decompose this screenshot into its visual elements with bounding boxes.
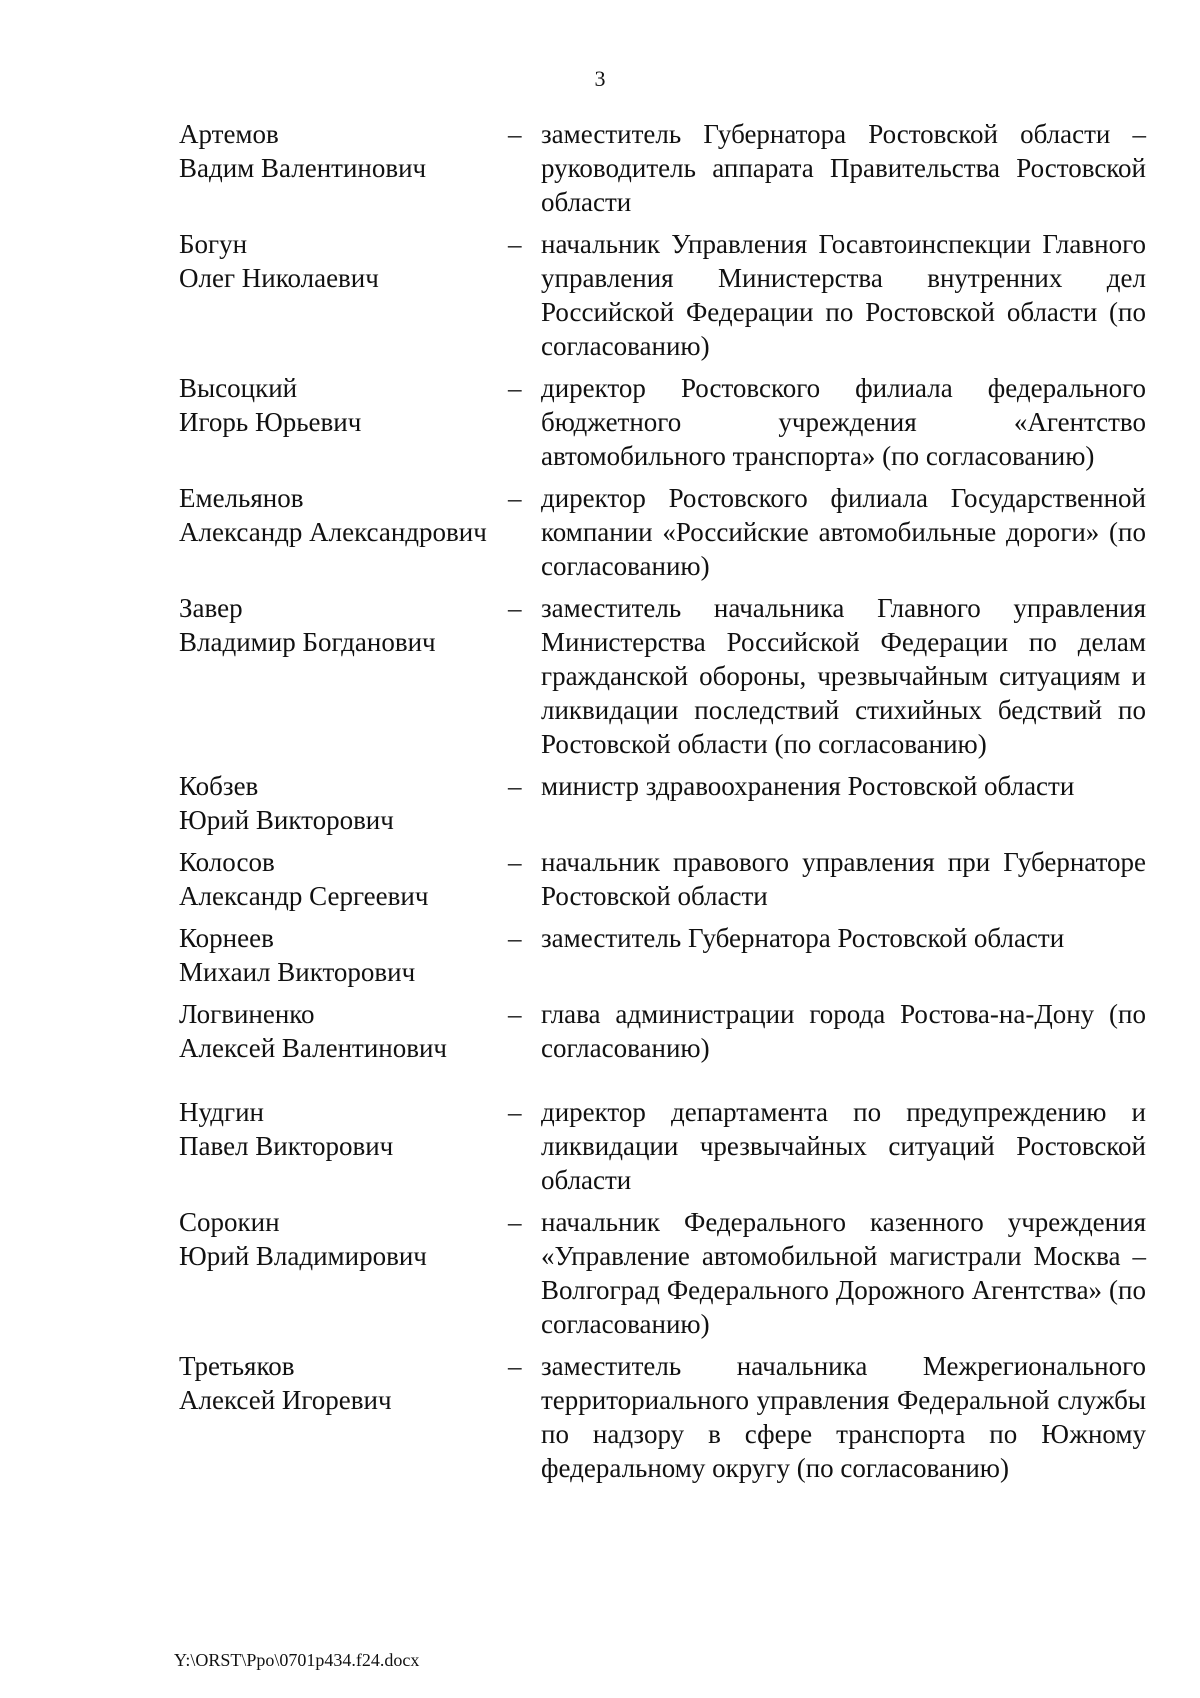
member-name: [179, 481, 499, 549]
member-given-names: Вадим Валентинович: [179, 153, 427, 183]
member-position: начальник Управления Госавтоинспекции Главного управления Министерства внутренних дел Российской Федерации по Ростовской области (по согласованию): [541, 229, 1146, 361]
member-row: [179, 481, 1146, 583]
member-dash: –: [508, 923, 522, 953]
member-position: заместитель Губернатора Ростовской области: [541, 923, 1065, 953]
member-given-names: Владимир Богданович: [179, 627, 436, 657]
member-row: [179, 921, 1146, 989]
member-row: [179, 1349, 1146, 1485]
member-surname: Логвиненко: [179, 999, 315, 1029]
member-surname: Завер: [179, 593, 243, 623]
member-given-names: Юрий Владимирович: [179, 1241, 427, 1271]
member-name: [179, 769, 499, 837]
member-given-names: Михаил Викторович: [179, 957, 416, 987]
member-name: [179, 1349, 499, 1417]
member-position: заместитель начальника Межрегионального территориального управления Федеральной службы по надзору в сфере транспорта по Южному федеральному округу (по согласованию): [541, 1351, 1146, 1483]
member-row: [179, 769, 1146, 837]
member-position: директор Ростовского филиала федерального бюджетного учреждения «Агентство автомобильного транспорта» (по согласованию): [541, 373, 1146, 471]
member-surname: Нудгин: [179, 1097, 265, 1127]
member-given-names: Игорь Юрьевич: [179, 407, 362, 437]
member-given-names: Олег Николаевич: [179, 263, 379, 293]
member-dash: –: [508, 771, 522, 801]
member-name: [179, 1095, 499, 1163]
member-given-names: Александр Сергеевич: [179, 881, 429, 911]
members-list: [179, 117, 1146, 1485]
member-row: [179, 1095, 1146, 1197]
member-surname: Богун: [179, 229, 248, 259]
member-dash: –: [508, 1351, 522, 1381]
member-dash: –: [508, 483, 522, 513]
member-dash: –: [508, 847, 522, 877]
member-row: [179, 117, 1146, 219]
member-name: [179, 371, 499, 439]
member-surname: Третьяков: [179, 1351, 295, 1381]
page-number: 3: [594, 66, 606, 91]
member-surname: Емельянов: [179, 483, 304, 513]
member-name: [179, 1205, 499, 1273]
member-position: директор Ростовского филиала Государственной компании «Российские автомобильные дороги» (по согласованию): [541, 483, 1146, 581]
file-path-footer: Y:\ORST\Ppo\0701p434.f24.docx: [174, 1650, 420, 1670]
member-row: [179, 1205, 1146, 1341]
member-surname: Сорокин: [179, 1207, 280, 1237]
member-given-names: Алексей Валентинович: [179, 1033, 448, 1063]
member-dash: –: [508, 999, 522, 1029]
member-row: [179, 591, 1146, 761]
member-surname: Высоцкий: [179, 373, 298, 403]
member-surname: Колосов: [179, 847, 275, 877]
member-dash: –: [508, 593, 522, 623]
member-given-names: Павел Викторович: [179, 1131, 394, 1161]
member-position: начальник правового управления при Губернаторе Ростовской области: [541, 847, 1146, 911]
member-name: [179, 117, 499, 185]
member-position: начальник Федерального казенного учреждения «Управление автомобильной магистрали Москва – Волгоград Федерального Дорожного Агентства» (по согласованию): [541, 1207, 1146, 1339]
member-position: заместитель начальника Главного управления Министерства Российской Федерации по делам гражданской обороны, чрезвычайным ситуациям и ликвидации последствий стихийных бедствий по Ростовской области (по согласованию): [541, 593, 1146, 759]
member-dash: –: [508, 229, 522, 259]
member-name: [179, 227, 499, 295]
member-row: [179, 997, 1146, 1065]
member-given-names: Алексей Игоревич: [179, 1385, 392, 1415]
member-surname: Корнеев: [179, 923, 274, 953]
member-dash: –: [508, 119, 522, 149]
member-given-names: Юрий Викторович: [179, 805, 394, 835]
member-position: директор департамента по предупреждению и ликвидации чрезвычайных ситуаций Ростовской области: [541, 1097, 1146, 1195]
member-dash: –: [508, 1207, 522, 1237]
member-row: [179, 845, 1146, 913]
member-surname: Артемов: [179, 119, 279, 149]
member-name: [179, 997, 499, 1065]
member-name: [179, 921, 499, 989]
member-position: министр здравоохранения Ростовской области: [541, 771, 1075, 801]
member-position: заместитель Губернатора Ростовской области – руководитель аппарата Правительства Ростовской области: [541, 119, 1146, 217]
member-dash: –: [508, 373, 522, 403]
member-row: [179, 227, 1146, 363]
member-name: [179, 845, 499, 913]
member-dash: –: [508, 1097, 522, 1127]
member-surname: Кобзев: [179, 771, 259, 801]
member-given-names: Александр Александрович: [179, 517, 487, 547]
member-name: [179, 591, 499, 659]
member-row: [179, 371, 1146, 473]
member-position: глава администрации города Ростова-на-Дону (по согласованию): [541, 999, 1146, 1063]
